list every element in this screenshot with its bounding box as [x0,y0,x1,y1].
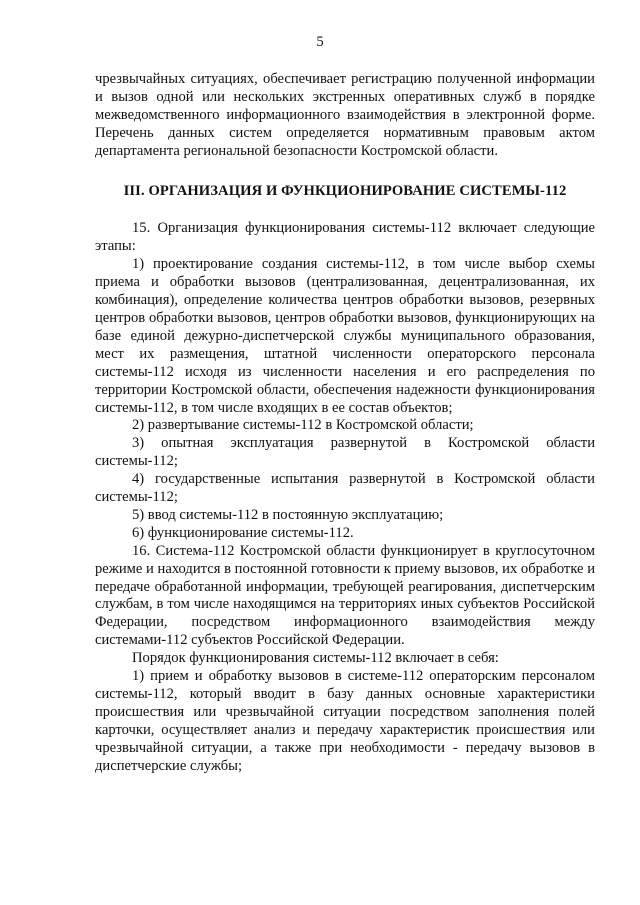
page-number: 5 [316,34,324,50]
paragraph-16: 16. Система-112 Костромской области функционирует в круглосуточном режиме и находится в постоянной готовности к приему вызовов, их обработке и передаче обработанной информации, требующей реагирования, диспетчерским службам, в том числе находящимся на территориях иных субъектов Российской Федерации, посредством информационного взаимодействия между системами-112 субъектов Российской Федерации. [95,542,595,649]
procedure-intro: Порядок функционирования системы-112 включает в себя: [132,650,499,667]
paragraph-15: 15. Организация функционирования системы-112 включает следующие этапы: [95,220,595,255]
list-item-5: 5) ввод системы-112 в постоянную эксплуатацию; [132,506,444,523]
list-item-2: 2) развертывание системы-112 в Костромской области; [132,417,474,434]
intro-paragraph: чрезвычайных ситуациях, обеспечивает регистрацию полученной информации и вызов одной или нескольких экстренных оперативных служб в порядке межведомственного информационного взаимодействия в электронной форме. Перечень данных систем определяется нормативным правовым актом департамента региональной безопасности Костромской области. [95,71,595,159]
list-item-6: 6) функционирование системы-112. [132,524,354,541]
document-body [95,71,595,776]
section-heading: III. ОРГАНИЗАЦИЯ И ФУНКЦИОНИРОВАНИЕ СИСТЕМЫ-112 [123,182,567,199]
list-item-3: 3) опытная эксплуатация развернутой в Костромской области системы-112; [95,435,595,470]
list-item-1: 1) проектирование создания системы-112, в том числе выбор схемы приема и обработки вызовов (централизованная, децентрализованная, их комбинация), определение количества центров обработки вызовов, резервных центров обработки вызовов, центров обработки вызовов, функционирующих на базе единой дежурно-диспетчерской службы муниципального образования, мест их размещения, штатной численности операторского персонала системы-112 исходя из численности населения и его распределения по территории Костромской области, обеспечения надежности функционирования системы-112, в том числе входящих в ее состав объектов; [95,256,595,416]
procedure-item-1: 1) прием и обработку вызовов в системе-112 операторским персоналом системы-112, который вводит в базу данных основные характеристики происшествия или чрезвычайной ситуации посредством заполнения полей карточки, осуществляет анализ и передачу характеристик происшествия или чрезвычайной ситуации, а также при необходимости - передачу вызовов в диспетчерские службы; [95,668,595,774]
list-item-4: 4) государственные испытания развернутой в Костромской области системы-112; [95,471,595,506]
